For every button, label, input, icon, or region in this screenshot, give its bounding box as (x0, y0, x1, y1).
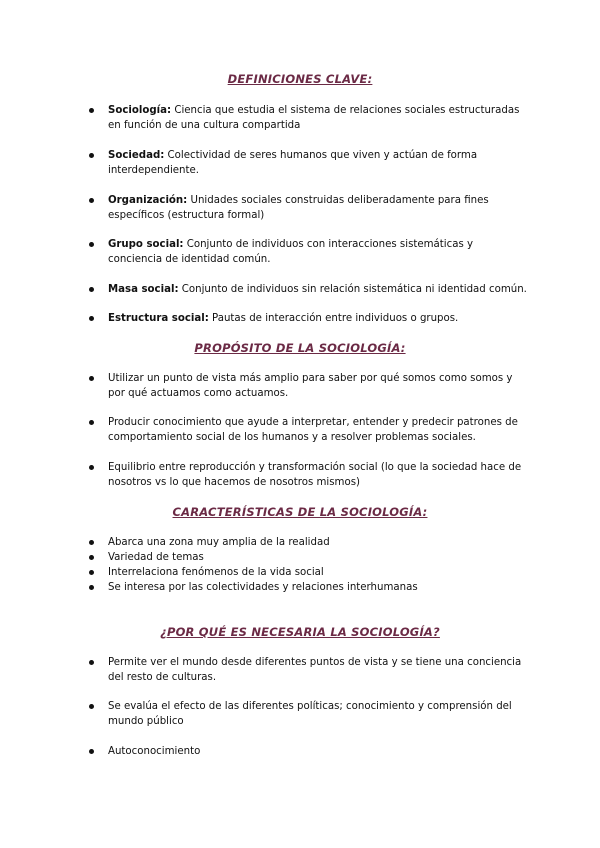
bullet-icon (89, 316, 94, 321)
item-text: Se evalúa el efecto de las diferentes políticas; conocimiento y comprensión del mundo público (108, 701, 512, 727)
term-label: Grupo social: (108, 239, 184, 250)
item-text: Pautas de interacción entre individuos o grupos. (208, 313, 459, 324)
term-label: Estructura social: (108, 313, 209, 324)
item-text: Conjunto de individuos sin relación sistemática ni identidad común. (178, 284, 527, 295)
bullet-icon (89, 108, 94, 113)
item-text: Utilizar un punto de vista más amplio para saber por qué somos como somos y por qué actuamos como actuamos. (108, 373, 513, 399)
list-item (108, 460, 528, 490)
heading-definiciones-clave: DEFINICIONES CLAVE: (227, 72, 373, 86)
item-text: Unidades sociales construidas deliberadamente para fines específicos (estructura formal) (108, 195, 489, 221)
list-item (108, 103, 528, 133)
item-text: Ciencia que estudia el sistema de relaciones sociales estructuradas en función de una cultura compartida (108, 105, 520, 131)
bullet-icon (89, 287, 94, 292)
list-item (108, 371, 528, 401)
bullet-icon (89, 242, 94, 247)
term-label: Sociología: (108, 105, 172, 116)
bullet-icon (89, 749, 94, 754)
list-item (108, 580, 528, 595)
heading-caracteristicas: CARACTERÍSTICAS DE LA SOCIOLOGÍA: (172, 505, 428, 519)
term-label: Sociedad: (108, 150, 165, 161)
item-text: Conjunto de individuos con interacciones sistemáticas y conciencia de identidad común. (108, 239, 474, 265)
item-text: Variedad de temas (108, 552, 204, 563)
list-item (108, 535, 528, 550)
item-text: Equilibrio entre reproducción y transformación social (lo que la sociedad hace de nosotros vs lo que hacemos de nosotros mismos) (108, 462, 522, 488)
list-item (108, 699, 528, 729)
bullet-icon (89, 555, 94, 560)
item-text: Se interesa por las colectividades y relaciones interhumanas (108, 582, 418, 593)
heading-por-que-necesaria: ¿POR QUÉ ES NECESARIA LA SOCIOLOGÍA? (160, 625, 440, 639)
bullet-icon (89, 570, 94, 575)
term-label: Organización: (108, 195, 188, 206)
item-text: Abarca una zona muy amplia de la realidad (108, 537, 330, 548)
list-item (108, 655, 528, 685)
bullet-icon (89, 704, 94, 709)
list-item (108, 550, 528, 565)
heading-proposito: PROPÓSITO DE LA SOCIOLOGÍA: (194, 341, 406, 355)
list-item (108, 237, 528, 267)
bullet-icon (89, 376, 94, 381)
list-item (108, 311, 528, 326)
item-text: Producir conocimiento que ayude a interpretar, entender y predecir patrones de comportamiento social de los humanos y a resolver problemas sociales. (108, 417, 518, 443)
list-item (108, 565, 528, 580)
list-item (108, 193, 528, 223)
item-text: Colectividad de seres humanos que viven y actúan de forma interdependiente. (108, 150, 478, 176)
bullet-icon (89, 660, 94, 665)
term-label: Masa social: (108, 284, 179, 295)
bullet-icon (89, 585, 94, 590)
bullet-icon (89, 198, 94, 203)
bullet-icon (89, 420, 94, 425)
item-text: Permite ver el mundo desde diferentes puntos de vista y se tiene una conciencia del resto de culturas. (108, 657, 522, 683)
bullet-icon (89, 540, 94, 545)
item-text: Interrelaciona fenómenos de la vida social (108, 567, 324, 578)
list-item (108, 415, 528, 445)
list-item (108, 282, 528, 297)
bullet-icon (89, 465, 94, 470)
list-item (108, 744, 528, 759)
item-text: Autoconocimiento (108, 746, 201, 757)
bullet-icon (89, 153, 94, 158)
list-item (108, 148, 528, 178)
